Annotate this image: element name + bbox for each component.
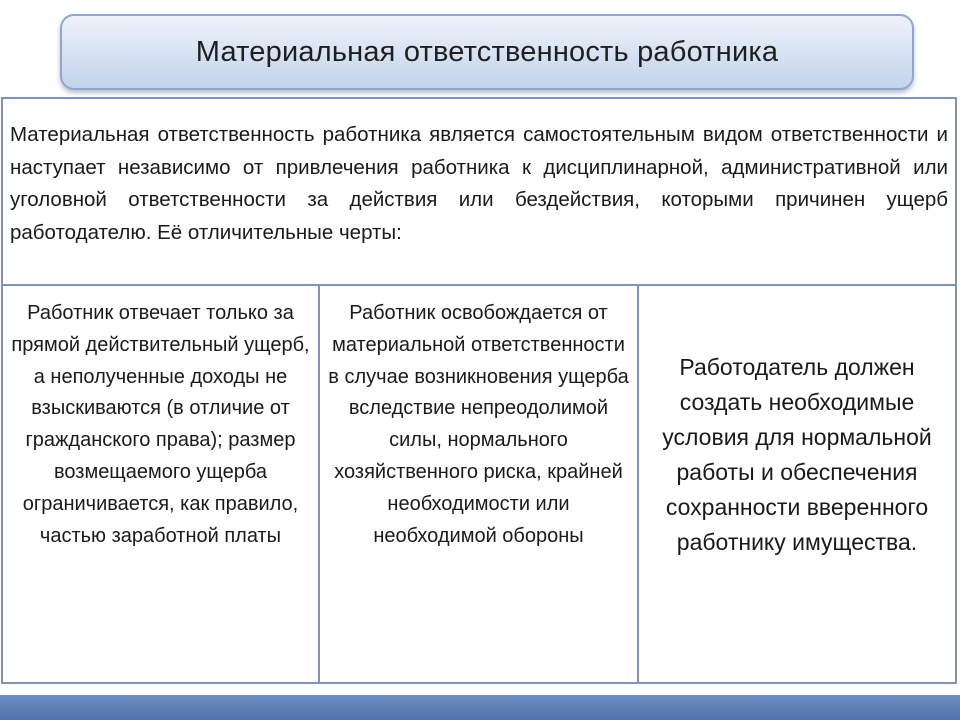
features-table bbox=[1, 286, 957, 684]
intro-box bbox=[1, 97, 957, 286]
bottom-bar bbox=[0, 695, 960, 720]
feature-text-direct-damage: Работник отвечает только за прямой действительный ущерб, а неполученные доходы не взыскиваются (в отличие от гражданского права); размер возмещаемого ущерба ограничивается, как правило, частью заработной платы bbox=[11, 302, 310, 547]
slide-title: Материальная ответственность работника bbox=[195, 35, 779, 68]
feature-cell-exemption bbox=[320, 286, 639, 684]
feature-cell-direct-damage bbox=[1, 286, 320, 684]
intro-text: Материальная ответственность работника является самостоятельным видом ответственности и наступает независимо от привлечения работника к дисциплинарной, административной или уголовной ответственности за действия или бездействия, которыми причинен ущерб работодателю. Её отличительные черты: bbox=[10, 123, 948, 244]
feature-text-employer-duty: Работодатель должен создать необходимые условия для нормальной работы и обеспечения сохранности вверенного работнику имущества. bbox=[662, 354, 932, 555]
title-box bbox=[60, 14, 914, 90]
feature-cell-employer-duty bbox=[639, 286, 957, 684]
feature-text-exemption: Работник освобождается от материальной ответственности в случае возникновения ущерба вследствие непреодолимой силы, нормального хозяйственного риска, крайней необходимости или необходимой обороны bbox=[328, 302, 629, 547]
